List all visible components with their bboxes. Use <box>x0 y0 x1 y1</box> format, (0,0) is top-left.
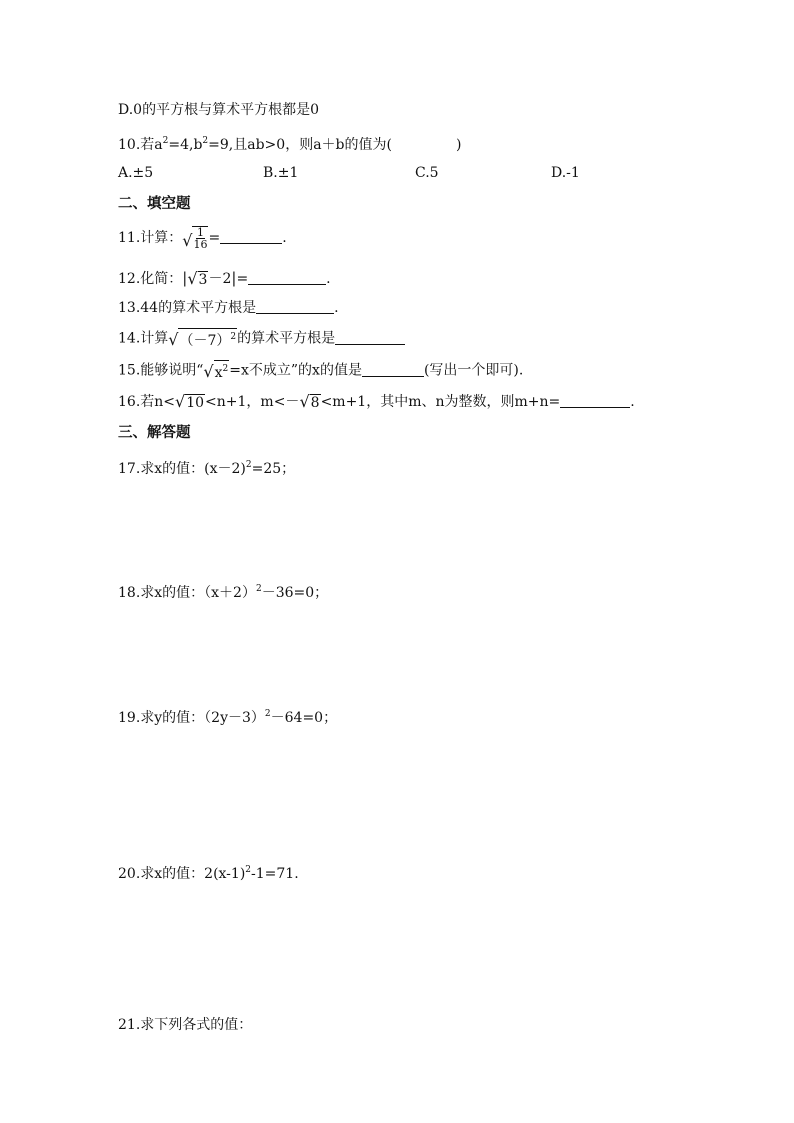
answer-blank[interactable] <box>248 270 326 285</box>
frac-numerator: 1 <box>196 226 204 239</box>
q11-end: . <box>282 230 287 246</box>
question-17 <box>118 455 295 479</box>
q10-stem-b: =4,b <box>168 137 203 153</box>
q14-prefix: 14.计算 <box>118 330 169 347</box>
radicand: （－7） <box>179 333 231 349</box>
question-13 <box>118 298 339 318</box>
answer-blank[interactable] <box>220 229 282 244</box>
q10-option-d: D.-1 <box>551 165 580 181</box>
q19-text: 19.求y的值：（2y－3） <box>118 710 265 726</box>
q10-sup1: 2 <box>162 136 169 146</box>
q16-p1: 16.若n< <box>118 394 176 410</box>
q16-p3: <m+1，其中m、n为整数，则m+n= <box>320 394 561 410</box>
question-20 <box>118 860 299 884</box>
q10-option-c: C.5 <box>415 165 439 181</box>
radicand: x <box>214 365 223 381</box>
abs-bar-right: | <box>231 269 237 287</box>
radicand: 8 <box>310 395 320 411</box>
q15-suffix: (写出一个即可). <box>423 362 524 379</box>
radicand: 10 <box>186 395 205 411</box>
q14-suffix: 的算术平方根是 <box>237 330 336 347</box>
q14-sup: 2 <box>230 332 237 342</box>
q17-sup: 2 <box>245 460 252 470</box>
q10-option-b: B.±1 <box>263 165 299 181</box>
q10-stem-d: ) <box>455 137 462 153</box>
q19-sup: 2 <box>264 709 271 719</box>
sqrt-sign: √ $(-7)^2$ <box>168 330 237 349</box>
sqrt-sign: √ 8 <box>299 392 320 411</box>
question-18 <box>118 579 328 603</box>
abs-bar-left: | <box>182 269 188 287</box>
q10-stem-c: =9,且ab>0，则a＋b的值为( <box>208 137 392 153</box>
q10-stem-a: 10.若a <box>118 137 163 153</box>
q18-text: 18.求x的值：（x＋2） <box>118 585 256 601</box>
q20-text: 20.求x的值：2(x-1) <box>118 866 246 882</box>
answer-blank[interactable] <box>335 330 405 345</box>
answer-blank[interactable] <box>256 299 334 314</box>
q16-end: . <box>630 394 635 410</box>
option-d-line: D.0的平方根与算术平方根都是0 <box>118 102 319 118</box>
q17-end: =25； <box>251 461 296 477</box>
answer-blank[interactable] <box>362 362 424 377</box>
sqrt-sign: √ $\frac{1}{16}$ <box>182 226 208 251</box>
q12-end: . <box>326 271 331 287</box>
question-14 <box>118 328 405 349</box>
section-fill-in-heading: 二、填空题 <box>118 196 191 212</box>
fraction <box>193 227 207 250</box>
q18-sup: 2 <box>255 584 262 594</box>
q17-text: 17.求x的值：(x－2) <box>118 461 246 477</box>
sqrt-sign: √ 10 <box>175 392 205 411</box>
q16-p2: <n+1，m<－ <box>205 394 300 410</box>
q12-prefix: 12.化简： <box>118 271 183 287</box>
q13-end: . <box>334 300 339 316</box>
question-21: 21.求下列各式的值： <box>118 1017 253 1033</box>
q12-rest: －2 <box>208 271 232 287</box>
question-10 <box>118 131 461 155</box>
q15-prefix: 15.能够说明“ <box>118 362 204 379</box>
question-16 <box>118 392 635 412</box>
sqrt-sign: √ 3 <box>187 269 208 288</box>
q15-mid: =x不成立”的x的值是 <box>229 362 362 379</box>
q12-eq: = <box>236 271 249 287</box>
q18-end: －36=0； <box>261 585 329 601</box>
q19-end: －64=0； <box>270 710 338 726</box>
q20-end: -1=71. <box>251 866 299 882</box>
q10-option-a: A.±5 <box>118 165 154 181</box>
sqrt-sign: √ $x^2$ <box>203 362 229 381</box>
q10-sup2: 2 <box>202 136 209 146</box>
radicand: 3 <box>198 272 208 288</box>
q11-prefix: 11.计算： <box>118 230 183 246</box>
q15-sup: 2 <box>222 364 229 374</box>
question-12 <box>118 268 331 289</box>
frac-denominator: 16 <box>193 238 208 251</box>
question-19 <box>118 704 337 728</box>
q20-sup: 2 <box>245 865 252 875</box>
q11-eq: = <box>208 230 221 246</box>
q13-text: 13.44的算术平方根是 <box>118 300 257 316</box>
question-11 <box>118 226 287 250</box>
question-15 <box>118 360 523 381</box>
answer-blank[interactable] <box>560 393 630 408</box>
section-solve-heading: 三、解答题 <box>118 425 191 441</box>
